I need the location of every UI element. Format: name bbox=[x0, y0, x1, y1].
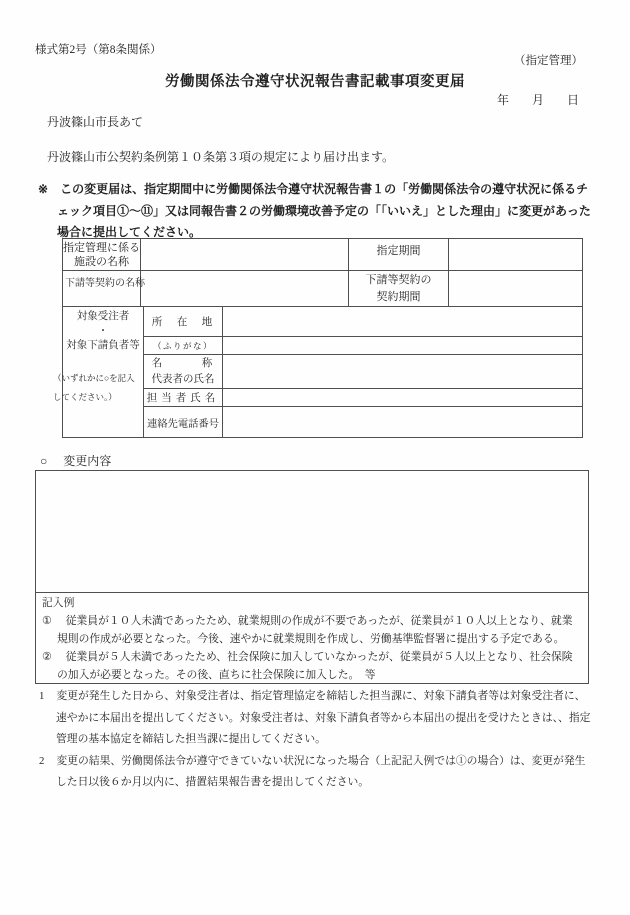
corner-tag: （指定管理） bbox=[514, 55, 583, 67]
facility-row bbox=[63, 239, 582, 271]
designated-period-value-field bbox=[449, 239, 582, 270]
change-content-title: 変更内容 bbox=[63, 454, 112, 468]
staff-label: 担当者氏名 bbox=[144, 389, 223, 406]
furigana-value-field bbox=[223, 337, 582, 354]
addressee: 丹波篠山市長あて bbox=[47, 115, 144, 129]
footnote-1: 1 変更が発生した日から、対象受注者は、指定管理協定を締結した担当課に、対象下請負者等は対象受注者に、速やかに本届出を提出してください。対象受注者は、対象下請負者等から本届出の提出を受けたときは、、指定管理の基本協定を締結した担当課に提出してください。 bbox=[39, 690, 591, 745]
subcontract-row bbox=[63, 271, 582, 307]
submission-notice bbox=[38, 179, 595, 244]
footnotes bbox=[39, 686, 591, 794]
address-label: 所 在 地 bbox=[144, 307, 223, 336]
subcontract-name-label: 下請等契約の名称 bbox=[63, 271, 141, 306]
example-title: 記入例 bbox=[42, 597, 75, 609]
year-label: 年 bbox=[496, 93, 509, 107]
example-section bbox=[36, 593, 588, 684]
name-label: 名 称 bbox=[151, 357, 215, 369]
form-number: 様式第2号（第8条関係） bbox=[35, 44, 162, 56]
date-line bbox=[497, 91, 579, 108]
facility-value-field bbox=[141, 239, 349, 270]
staff-row bbox=[144, 389, 582, 407]
phone-row bbox=[144, 407, 582, 437]
name-representative-label bbox=[144, 355, 223, 388]
designated-period-label: 指定期間 bbox=[349, 239, 449, 270]
month-label: 月 bbox=[531, 93, 544, 107]
party-block bbox=[53, 307, 582, 437]
facility-label: 指定管理に係る 施設の名称 bbox=[63, 239, 141, 270]
subcontract-name-value-field bbox=[141, 271, 349, 306]
party-circle-note: （いずれかに○を記入 してください。） bbox=[53, 373, 135, 402]
phone-label: 連絡先電話番号 bbox=[144, 407, 223, 437]
party-contractor-label: 対象受注者 bbox=[76, 311, 130, 322]
asterisk-marker: ※ bbox=[38, 182, 49, 196]
circled-two-marker: ② bbox=[42, 651, 52, 663]
representative-label: 代表者の氏名 bbox=[151, 373, 215, 385]
staff-value-field bbox=[223, 389, 582, 406]
party-type-cell bbox=[53, 307, 144, 437]
party-subcontractor-label: 対象下請負者等 bbox=[66, 340, 140, 351]
party-dot: ・ bbox=[97, 326, 109, 337]
circled-one-marker: ① bbox=[42, 615, 52, 627]
party-detail-rows bbox=[144, 307, 582, 437]
example-item: ② 従業員が５人未満であったため、社会保険に加入していなかったが、従業員が５人以上となり、社会保険の加入が必要となった。その後、直ちに社会保険に加入した。 等 bbox=[42, 651, 573, 681]
footnote-2: 2 変更の結果、労働関係法令が遵守できていない状況になった場合（上記記入例では①の場合）は、変更が発生した日以後６か月以内に、措置結果報告書を提出してください。 bbox=[39, 754, 586, 788]
address-value-field bbox=[223, 307, 582, 336]
change-content-field bbox=[36, 471, 588, 593]
notice-text: この変更届は、指定期間中に労働関係法令遵守状況報告書１の「労働関係法令の遵守状況に係るチェック項目①～⑪」又は同報告書２の労働環境改善予定の「「いいえ」とした理由」に変更があった場合に提出してください。 bbox=[57, 182, 591, 239]
phone-value-field bbox=[223, 407, 582, 437]
circle-marker: ○ bbox=[40, 454, 48, 468]
page-title: 労働関係法令遵守状況報告書記載事項変更届 bbox=[165, 74, 465, 90]
subcontract-period-label: 下請等契約の 契約期間 bbox=[349, 271, 449, 306]
applicant-info-table bbox=[53, 238, 583, 438]
name-representative-row bbox=[144, 355, 582, 389]
declaration-sentence: 丹波篠山市公契約条例第１０条第３項の規定により届け出ます。 bbox=[47, 150, 395, 164]
change-content-heading bbox=[40, 452, 111, 469]
example-item: ① 従業員が１０人未満であったため、就業規則の作成が不要であったが、従業員が１０人以上となり、就業規則の作成が必要となった。今後、速やかに就業規則を作成し、労働基準監督署に提出する予定である。 bbox=[42, 615, 573, 645]
furigana-label: （ふりがな） bbox=[144, 337, 223, 354]
furigana-row bbox=[144, 337, 582, 355]
day-label: 日 bbox=[566, 93, 579, 107]
address-row bbox=[144, 307, 582, 337]
change-content-box bbox=[35, 470, 589, 684]
name-value-field bbox=[223, 355, 582, 388]
subcontract-period-value-field bbox=[449, 271, 582, 306]
